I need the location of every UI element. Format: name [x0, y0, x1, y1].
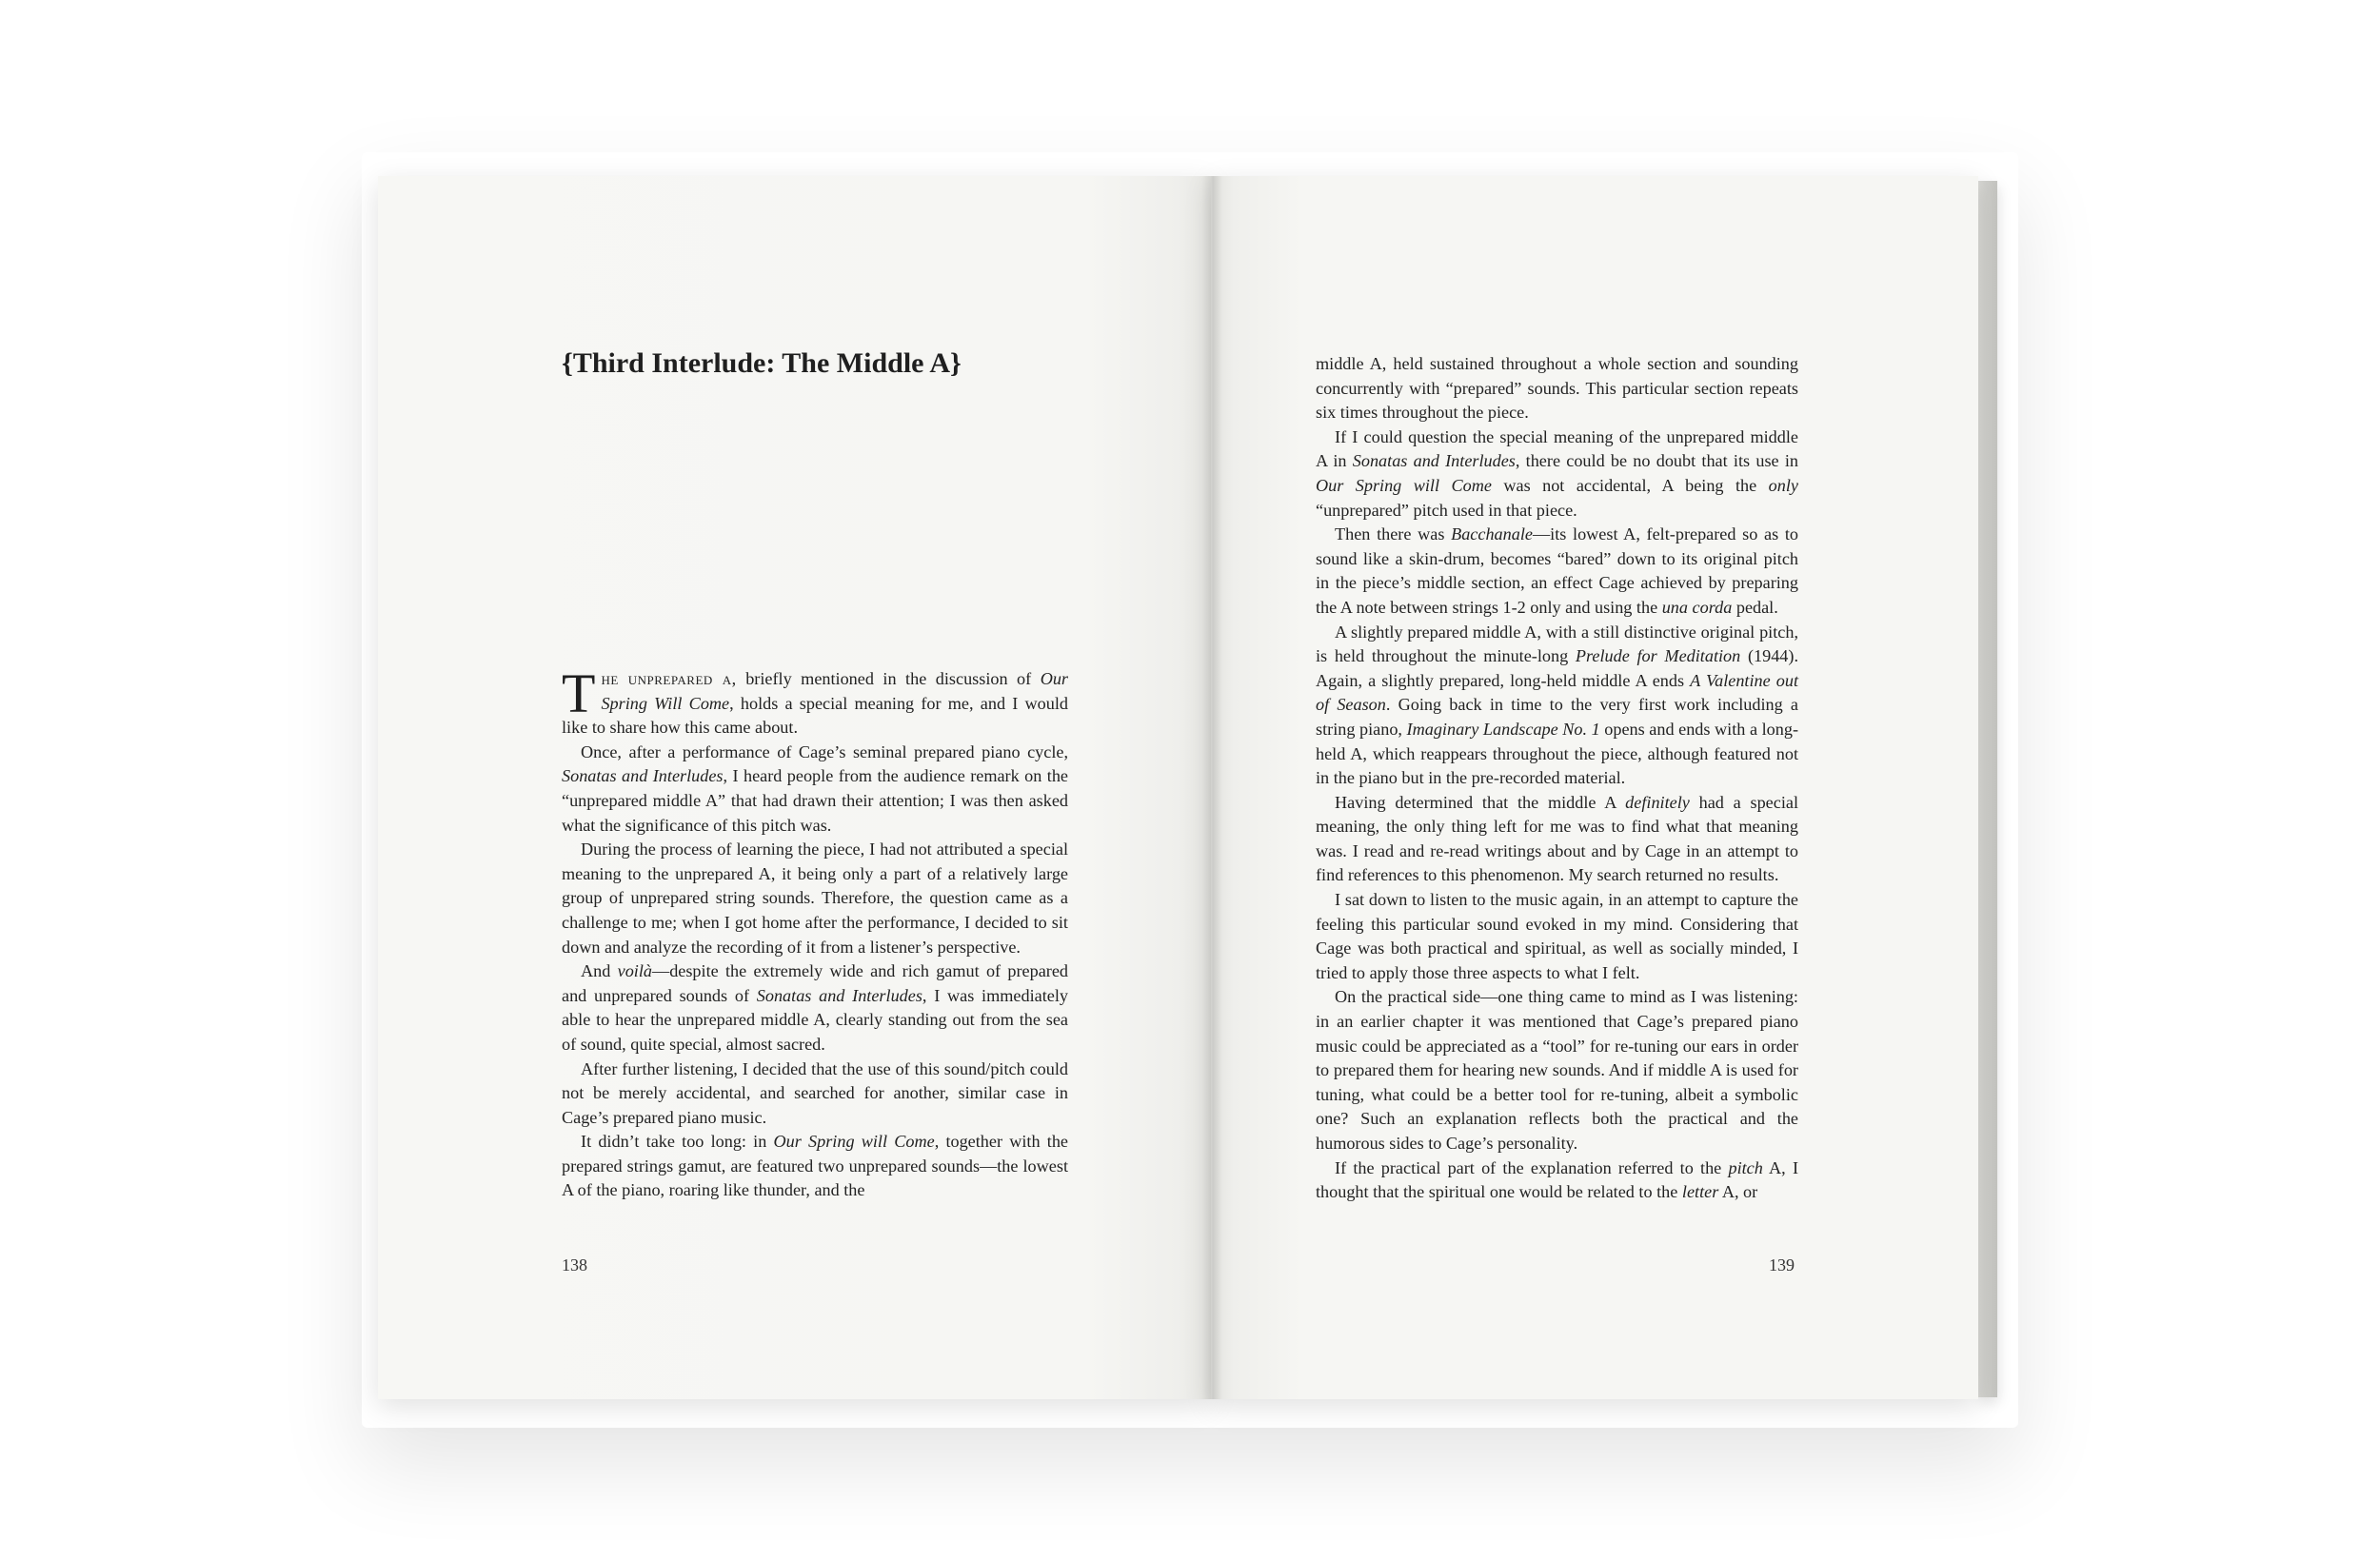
- italic-title: una corda: [1661, 597, 1733, 617]
- text-run: —despite the extremely wide and rich gamut of prepared and unprepared sounds of: [562, 961, 1068, 1005]
- italic-title: pitch: [1728, 1157, 1763, 1177]
- paragraph: [1316, 985, 1798, 1156]
- text-run: pedal.: [1732, 597, 1778, 617]
- drop-cap: T: [562, 662, 596, 724]
- text-run: “unprepared” pitch used in that piece.: [1316, 500, 1577, 520]
- left-page-body: [562, 662, 1068, 1203]
- right-page-body: [1316, 352, 1798, 1205]
- text-run: . Going back in time to the very first work including a string piano,: [1316, 695, 1798, 739]
- text-run: A slightly prepared middle A, with a still distinctive original pitch, is held throughout the minute-long: [1316, 622, 1798, 666]
- italic-title: Bacchanale: [1451, 524, 1533, 544]
- text-run: , I was immediately able to hear the unprepared middle A, clearly standing out from the sea of sound, quite special, almost sacred.: [562, 985, 1068, 1054]
- text-run: —its lowest A, felt-prepared so as to sound like a skin-drum, becomes “bared” down to its original pitch in the piece’s middle section, an effect Cage achieved by preparing the A note between strings 1-2 only and using the: [1316, 524, 1798, 617]
- paragraph: [562, 838, 1068, 959]
- text-run: opens and ends with a long-held A, which reappears throughout the piece, although featured not in the piano but in the pre-recorded material.: [1316, 719, 1798, 788]
- text-run: , together with the prepared strings gamut, are featured two unprepared sounds—the lowest A of the piano, roaring like thunder, and the: [562, 1132, 1068, 1200]
- text-run: , I heard people from the audience remark on the “unprepared middle A” that had drawn their attention; I was then asked what the significance of this pitch was.: [562, 766, 1068, 835]
- text-run: , there could be no doubt that its use in: [1515, 451, 1798, 471]
- text-run: During the process of learning the piece, I had not attributed a special meaning to the unprepared A, it being only a part of a relatively large group of unprepared string sounds. Therefore, the question came as a challenge to me; when I got home after the performance, I decided to sit down and analyze the recording of it from a listener’s perspective.: [562, 840, 1068, 957]
- italic-title: Our Spring Will Come: [601, 669, 1068, 713]
- italic-title: Imaginary Landscape No. 1: [1406, 719, 1600, 739]
- italic-title: A Valentine out of Season: [1316, 670, 1799, 715]
- paragraph: [1316, 888, 1798, 985]
- opening-paragraph: [562, 662, 1068, 741]
- paragraph: [562, 741, 1068, 838]
- text-run: If I could question the special meaning of the unprepared middle A in: [1316, 426, 1798, 471]
- text-run: I sat down to listen to the music again, in an attempt to capture the feeling this particular sound evoked in my mind. Considering that Cage was both practical and spiritual, as well as socially minded, I tried to apply those three aspects to what I felt.: [1316, 890, 1798, 982]
- paragraph: [562, 1057, 1068, 1131]
- page-stack-edge: [1978, 181, 1997, 1397]
- text-run: A, I thought that the spiritual one would be related to the: [1316, 1157, 1799, 1202]
- text-run: If the practical part of the explanation referred to the: [1335, 1157, 1729, 1177]
- lead-in-smallcaps: he unprepared a,: [601, 669, 737, 688]
- text-run: A, or: [1718, 1182, 1758, 1202]
- page-number-right: 139: [1769, 1255, 1795, 1274]
- text-run: (1944). Again, a slightly prepared, long-held middle A ends: [1316, 646, 1798, 690]
- paragraph: [1316, 425, 1798, 523]
- text-run: briefly mentioned in the discussion of: [736, 669, 1041, 688]
- text-run: Then there was: [1335, 524, 1452, 544]
- italic-title: definitely: [1625, 792, 1690, 812]
- paragraph: [1316, 1156, 1798, 1205]
- text-run: was not accidental, A being the: [1491, 475, 1769, 495]
- paragraph: [1316, 523, 1798, 620]
- text-run: On the practical side—one thing came to mind as I was listening: in an earlier chapter it was mentioned that Cage’s prepared piano music could be appreciated as a “tool” for re-tuning our ears in order to prepared them for hearing new sounds. And if middle A is used for tuning, what could be a better tool for re-tuning, albeit a symbolic one? Such an explanation reflects both the practical and the humorous sides to Cage’s personality.: [1316, 987, 1798, 1153]
- text-run: And: [581, 961, 618, 981]
- text-run: After further listening, I decided that the use of this sound/pitch could not be merely accidental, and searched for another, similar case in Cage’s prepared piano music.: [562, 1058, 1068, 1127]
- italic-title: Sonatas and Interludes: [1352, 451, 1516, 471]
- text-run: It didn’t take too long: in: [581, 1132, 774, 1152]
- paragraph: [1316, 352, 1798, 425]
- italic-title: Sonatas and Interludes: [756, 985, 922, 1005]
- book-gutter: [1201, 176, 1222, 1399]
- paragraph: [1316, 621, 1798, 791]
- paragraph: [562, 1130, 1068, 1203]
- chapter-heading: {Third Interlude: The Middle A}: [562, 347, 962, 379]
- italic-title: only: [1768, 475, 1798, 495]
- text-run: Once, after a performance of Cage’s seminal prepared piano cycle,: [581, 741, 1068, 761]
- page-number-left: 138: [562, 1255, 587, 1274]
- italic-title: Our Spring will Come: [1316, 475, 1492, 495]
- italic-title: Our Spring will Come: [773, 1132, 935, 1152]
- text-run: had a special meaning, the only thing left for me was to find what that meaning was. I read and re-read writings about and by Cage in an attempt to find references to this phenomenon. My search returned no results.: [1316, 792, 1799, 885]
- text-run: , holds a special meaning for me, and I would like to share how this came about.: [562, 693, 1068, 738]
- italic-title: Sonatas and Interludes: [562, 766, 724, 786]
- text-run: middle A, held sustained throughout a whole section and sounding concurrently with “prepared” sounds. This particular section repeats six times throughout the piece.: [1316, 354, 1798, 423]
- paragraph: [1316, 791, 1798, 888]
- italic-title: voilà: [617, 961, 652, 981]
- italic-title: letter: [1681, 1182, 1719, 1202]
- paragraph: [562, 959, 1068, 1057]
- text-run: Having determined that the middle A: [1335, 792, 1626, 812]
- left-page-paragraphs: [562, 741, 1068, 1203]
- italic-title: Prelude for Meditation: [1575, 646, 1741, 666]
